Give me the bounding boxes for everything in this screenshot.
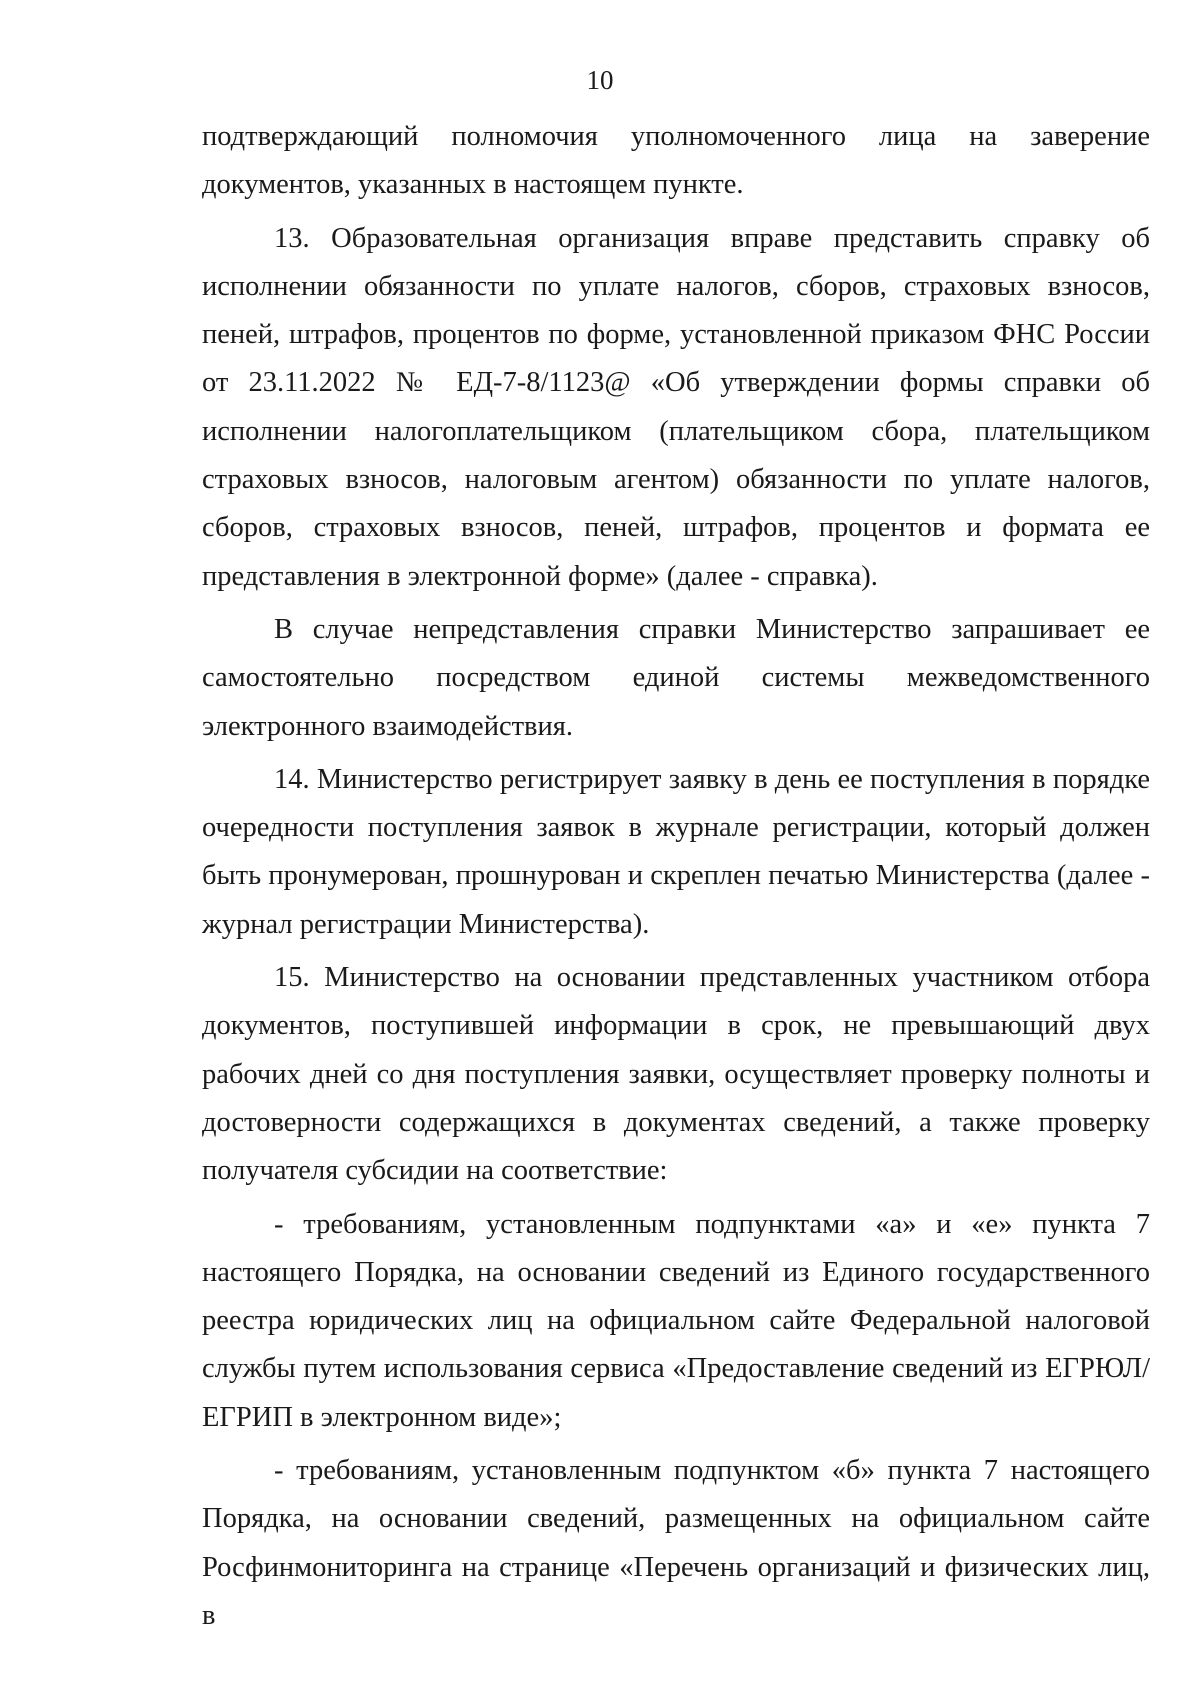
paragraph-item-14: 14. Министерство регистрирует заявку в день ее поступления в порядке очередности поступления заявок в журнале регистрации, который должен быть пронумерован, прошнурован и скреплен печатью Министерства (далее - журнал регистрации Министерства).	[202, 763, 1150, 940]
document-body	[202, 113, 1150, 1640]
paragraph-requirement-b: - требованиям, установленным подпунктом «б» пункта 7 настоящего Порядка, на основании сведений, размещенных на официальном сайте Росфинмониторинга на странице «Перечень организаций и физических лиц, в	[202, 1455, 1150, 1631]
paragraph-case-non-submission: В случае непредставления справки Министерство запрашивает ее самостоятельно посредством единой системы межведомственного электронного взаимодействия.	[202, 613, 1150, 742]
paragraph-continuation: подтверждающий полномочия уполномоченного лица на заверение документов, указанных в настоящем пункте.	[202, 121, 1150, 201]
paragraph-item-15: 15. Министерство на основании представленных участником отбора документов, поступившей информации в срок, не превышающий двух рабочих дней со дня поступления заявки, осуществляет проверку полноты и достоверности содержащихся в документах сведений, а также проверку получателя субсидии на соответствие:	[202, 962, 1150, 1187]
page-number: 10	[586, 65, 614, 95]
paragraph-requirement-a-e: - требованиям, установленным подпунктами «а» и «е» пункта 7 настоящего Порядка, на основании сведений из Единого государственного реестра юридических лиц на официальном сайте Федеральной налоговой службы путем использования сервиса «Предоставление сведений из ЕГРЮЛ/ЕГРИП в электронном виде»;	[202, 1208, 1150, 1433]
paragraph-item-13: 13. Образовательная организация вправе представить справку об исполнении обязанности по уплате налогов, сборов, страховых взносов, пеней, штрафов, процентов по форме, установленной приказом ФНС России от 23.11.2022 № ЕД-7-8/1123@ «Об утверждении формы справки об исполнении налогоплательщиком (плательщиком сбора, плательщиком страховых взносов, налоговым агентом) обязанности по уплате налогов, сборов, страховых взносов, пеней, штрафов, процентов и формата ее представления в электронной форме» (далее - справка).	[202, 222, 1150, 592]
